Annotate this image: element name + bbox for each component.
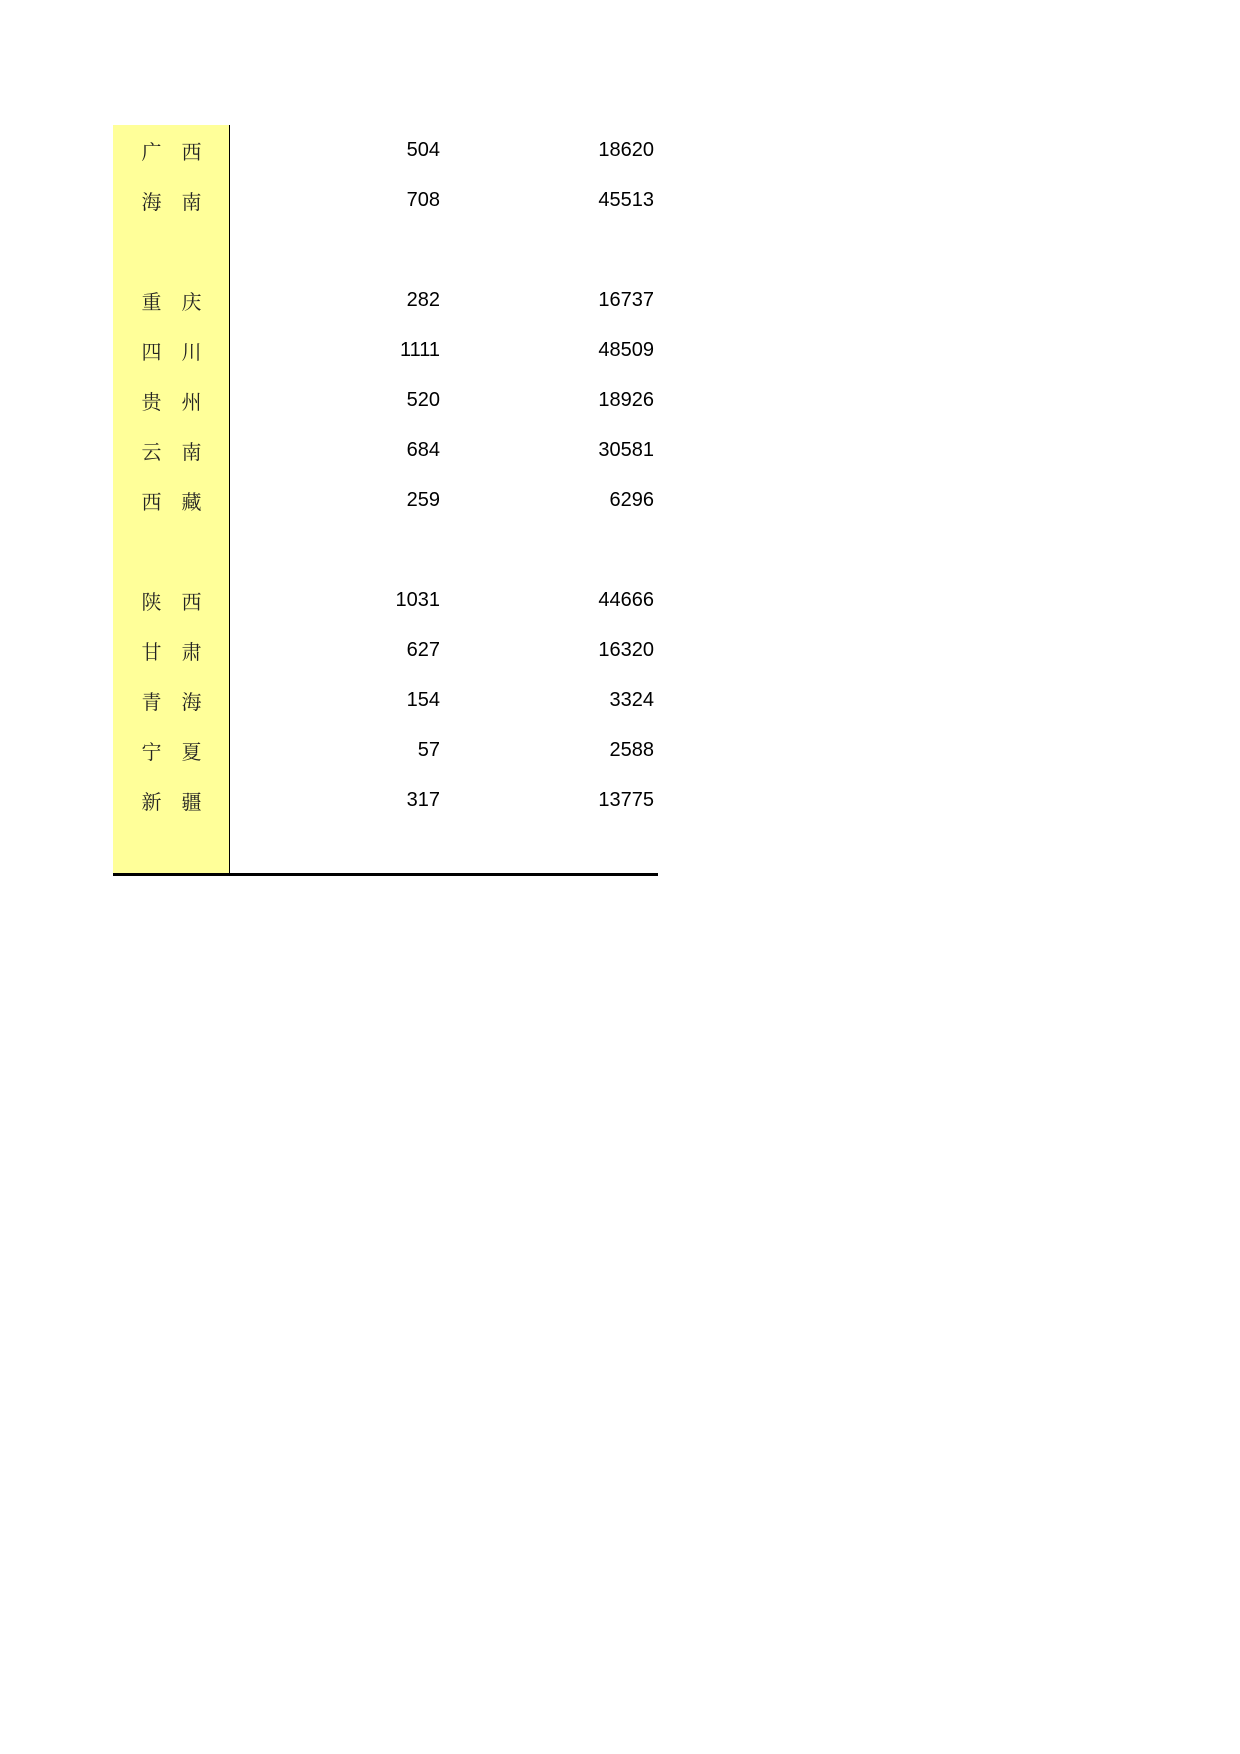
table-row — [113, 675, 658, 725]
region-name: 甘肃 — [141, 639, 222, 664]
table-row — [113, 625, 658, 675]
value-col-2: 45513 — [598, 189, 654, 211]
region-name: 新疆 — [141, 789, 222, 814]
value-col-1: 1031 — [395, 589, 440, 611]
region-name: 贵州 — [141, 389, 222, 414]
region-name: 宁夏 — [141, 739, 222, 764]
table-rows — [113, 125, 658, 825]
value-col-1: 520 — [406, 389, 440, 411]
value-col-1: 684 — [406, 439, 440, 461]
table-row — [113, 475, 658, 525]
value-col-2: 2588 — [609, 739, 654, 761]
value-col-1: 1111 — [399, 339, 440, 361]
table-row — [113, 275, 658, 325]
value-col-1: 282 — [406, 289, 440, 311]
value-col-2: 3324 — [609, 689, 654, 711]
spacer-row — [113, 225, 658, 275]
value-col-1: 259 — [406, 489, 440, 511]
table-row — [113, 175, 658, 225]
value-col-2: 18620 — [598, 139, 654, 161]
table-row — [113, 325, 658, 375]
table-row — [113, 775, 658, 825]
value-col-2: 13775 — [598, 789, 654, 811]
table-bottom-rule — [113, 873, 658, 876]
value-col-2: 16320 — [598, 639, 654, 661]
region-name: 重庆 — [141, 289, 222, 314]
region-name: 陕西 — [141, 589, 222, 614]
value-col-2: 18926 — [598, 389, 654, 411]
value-col-1: 627 — [406, 639, 440, 661]
value-col-2: 6296 — [609, 489, 654, 511]
region-name: 四川 — [141, 339, 222, 364]
region-name: 西藏 — [141, 489, 222, 514]
table-row — [113, 575, 658, 625]
region-name: 海南 — [141, 189, 222, 214]
value-col-2: 16737 — [598, 289, 654, 311]
value-col-2: 48509 — [598, 339, 654, 361]
region-name: 青海 — [141, 689, 222, 714]
value-col-1: 708 — [406, 189, 440, 211]
value-col-1: 504 — [406, 139, 440, 161]
spacer-row — [113, 525, 658, 575]
value-col-2: 44666 — [598, 589, 654, 611]
value-col-1: 317 — [406, 789, 440, 811]
table-row — [113, 125, 658, 175]
table-row — [113, 425, 658, 475]
table-row — [113, 725, 658, 775]
table-row — [113, 375, 658, 425]
region-name: 广西 — [141, 139, 222, 164]
value-col-1: 154 — [406, 689, 440, 711]
value-col-2: 30581 — [598, 439, 654, 461]
value-col-1: 57 — [417, 739, 440, 761]
region-name: 云南 — [141, 439, 222, 464]
